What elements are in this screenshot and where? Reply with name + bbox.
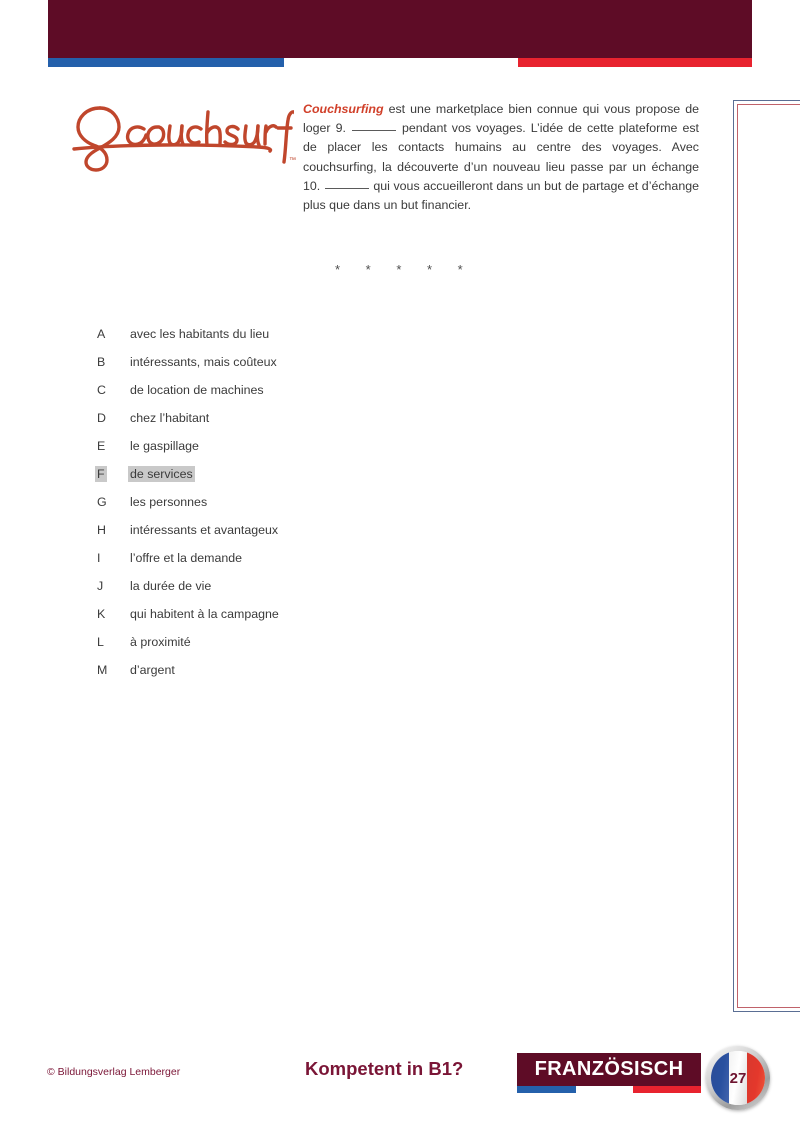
subject-label: FRANZÖSISCH [534, 1058, 684, 1080]
option-key: I [97, 551, 101, 565]
intro-part-2: pendant vos voyages. L’idée de cette plateforme est de placer les contacts humains au centre des voyages. Avec couchsurfing, la découverte d’un nouveau lieu passe par un échange 10. [303, 121, 699, 193]
trademark-icon: ™ [289, 157, 296, 164]
option-text: le gaspillage [130, 439, 199, 453]
header-rule-red [518, 58, 752, 67]
answer-option-list [95, 326, 515, 690]
option-key: K [97, 607, 106, 621]
list-item[interactable] [95, 494, 515, 522]
option-key: J [97, 579, 104, 593]
list-item[interactable] [95, 326, 515, 354]
option-text: à proximité [130, 635, 191, 649]
subject-badge [517, 1053, 701, 1095]
header-band [48, 0, 752, 58]
side-note-box [733, 100, 800, 1012]
subject-rule-blue [517, 1086, 576, 1093]
side-note-box-inner-border [737, 104, 800, 1008]
option-text: de services [130, 467, 193, 481]
list-item[interactable] [95, 354, 515, 382]
list-item[interactable] [95, 438, 515, 466]
list-item[interactable] [95, 634, 515, 662]
list-item[interactable] [95, 410, 515, 438]
blank-field-9[interactable] [352, 130, 396, 131]
option-text: de location de machines [130, 383, 264, 397]
page-number-badge [706, 1046, 770, 1110]
option-key: F [97, 467, 105, 481]
option-key: C [97, 383, 106, 397]
option-text: intéressants, mais coûteux [130, 355, 277, 369]
option-key: G [97, 495, 107, 509]
list-item[interactable] [95, 662, 515, 690]
list-item[interactable] [95, 522, 515, 550]
option-text: les personnes [130, 495, 208, 509]
series-brand: Kompetent in B1? [305, 1058, 464, 1079]
page-title-text: Chapitre 1 – Lire [514, 545, 763, 583]
couchsurfing-logo-mark [62, 100, 294, 172]
blank-field-10[interactable] [325, 188, 369, 189]
couchsurfing-logo [62, 100, 294, 172]
list-item-selected[interactable] [95, 466, 515, 494]
option-key: L [97, 635, 104, 649]
option-text: la durée de vie [130, 579, 212, 593]
asterisk-separator: * * * * * [335, 262, 474, 277]
option-text: chez l’habitant [130, 411, 210, 425]
page-number: 27 [729, 1069, 747, 1087]
option-text: avec les habitants du lieu [130, 327, 270, 341]
subject-rule-red [633, 1086, 701, 1093]
option-text: l’offre et la demande [130, 551, 243, 565]
intro-paragraph [303, 100, 699, 215]
option-key: M [97, 663, 108, 677]
list-item[interactable] [95, 550, 515, 578]
list-item[interactable] [95, 578, 515, 606]
option-key: H [97, 523, 106, 537]
list-item[interactable] [95, 606, 515, 634]
intro-part-3: qui vous accueilleront dans un but de partage et d’échange plus que dans un but financier. [303, 178, 699, 213]
option-key: E [97, 439, 106, 453]
brand-name: Couchsurfing [303, 102, 384, 116]
chapter-number: 1 [769, 549, 786, 583]
option-key: D [97, 411, 106, 425]
option-text: intéressants et avantageux [130, 523, 279, 537]
header-rule-blue [48, 58, 284, 67]
list-item[interactable] [95, 382, 515, 410]
copyright-notice: © Bildungsverlag Lemberger [47, 1066, 181, 1078]
option-key: B [97, 355, 106, 369]
option-text: d’argent [130, 663, 175, 677]
intro-part-1: est une marketplace bien connue qui vous propose de loger 9. [303, 102, 699, 136]
option-text: qui habitent à la campagne [130, 607, 279, 621]
option-key: A [97, 327, 106, 341]
